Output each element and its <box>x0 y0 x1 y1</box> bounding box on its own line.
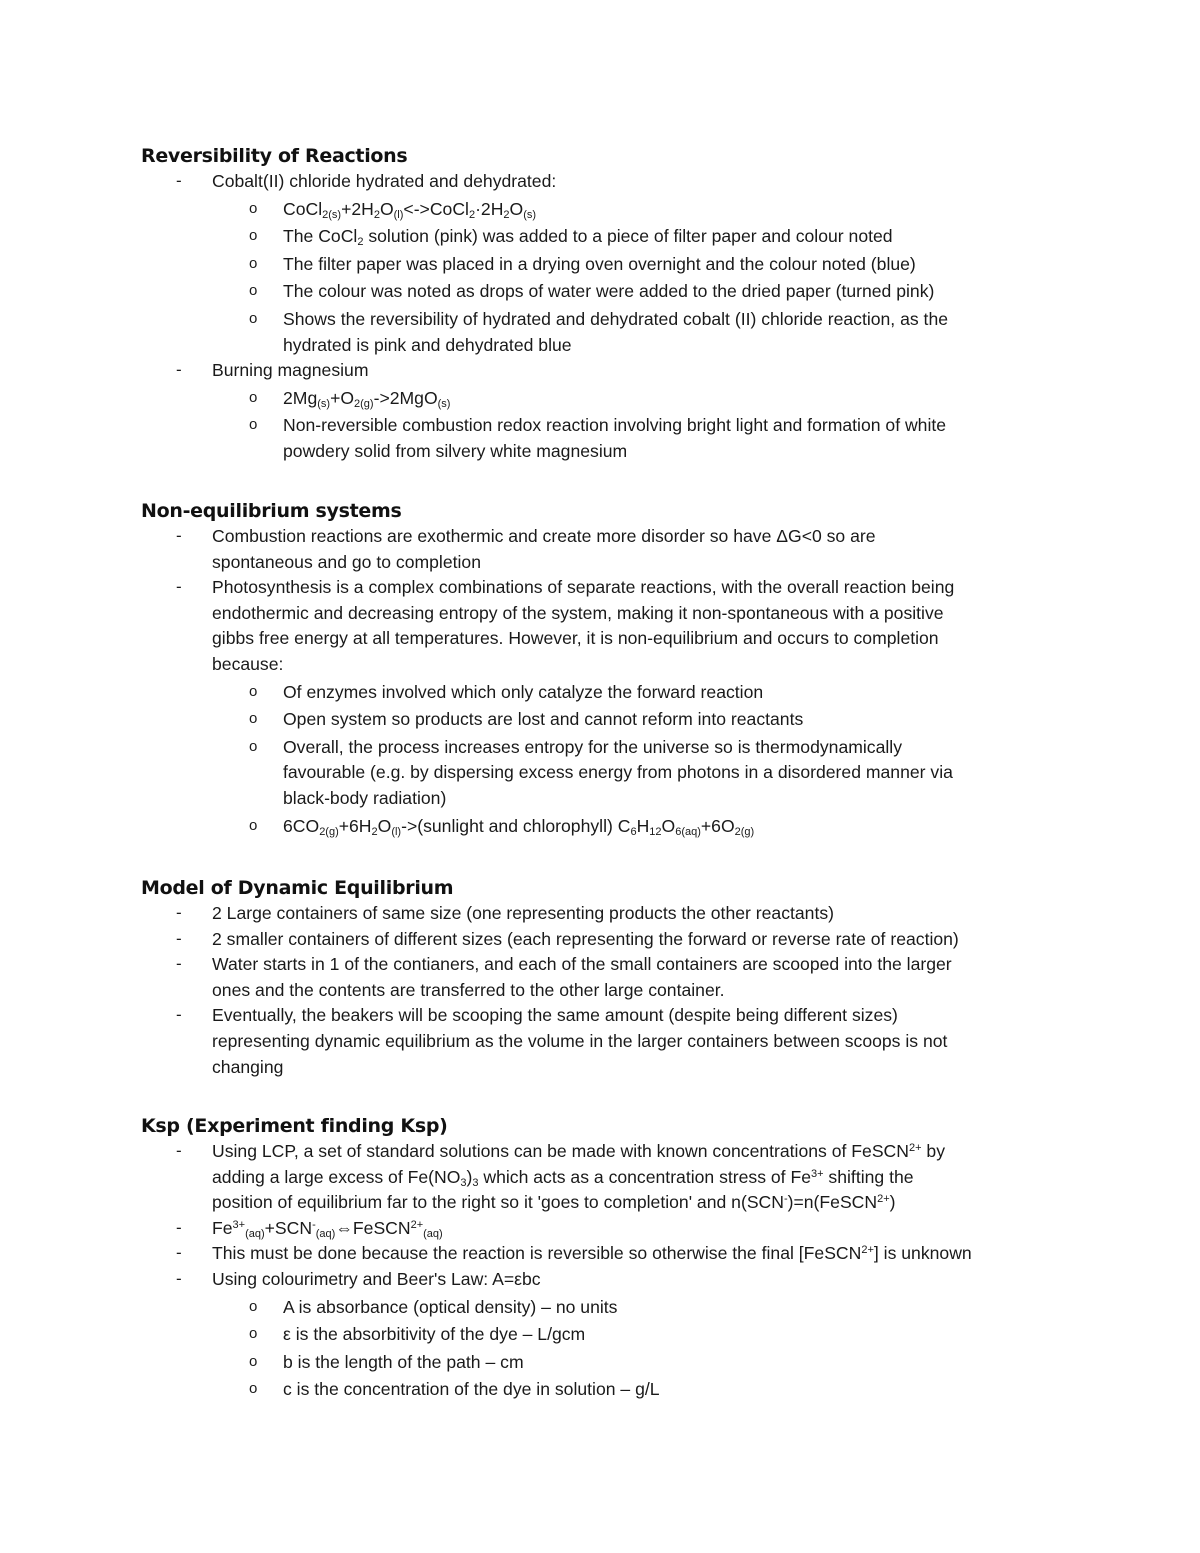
sub-list-item: Of enzymes involved which only catalyze the forward reaction <box>283 681 764 702</box>
section-heading: Model of Dynamic Equilibrium <box>141 877 454 899</box>
sub-list-item: Overall, the process increases entropy for the universe so is thermodynamically <box>283 736 902 757</box>
list-item: position of equilibrium far to the right so it 'goes to completion' and n(SCN-)=n(FeSCN$^{2+}$) <box>212 1192 896 1213</box>
list-item: Photosynthesis is a complex combinations of separate reactions, with the overall reaction being <box>212 577 955 598</box>
circle-bullet: o <box>249 1380 258 1398</box>
circle-bullet: o <box>249 227 258 245</box>
list-item: This must be done because the reaction is reversible so otherwise the final [FeSCN$^{2+}$] is unknown <box>212 1243 972 1264</box>
circle-bullet: o <box>249 737 258 755</box>
sub-list-item: c is the concentration of the dye in solution – g/L <box>283 1379 660 1400</box>
sub-list-item: powdery solid from silvery white magnesium <box>283 441 628 461</box>
dash-bullet: - <box>176 1243 182 1263</box>
list-item: gibbs free energy at all temperatures. However, it is non-equilibrium and occurs to completion <box>212 628 939 649</box>
list-item: because: <box>212 654 284 674</box>
dash-bullet: - <box>176 954 182 974</box>
list-item: adding a large excess of $Fe(NO_3)_3$ which acts as a concentration stress of $Fe^{3+}$ shifting the <box>212 1166 914 1189</box>
circle-bullet: o <box>249 710 258 728</box>
circle-bullet: o <box>249 282 258 300</box>
circle-bullet: o <box>249 310 258 327</box>
sub-list-item: black-body radiation) <box>283 788 447 808</box>
list-item: Cobalt(II) chloride hydrated and dehydrated: <box>212 171 557 191</box>
circle-bullet: o <box>249 1352 258 1370</box>
dash-bullet: - <box>176 928 182 948</box>
sub-list-item: A is absorbance (optical density) – no units <box>283 1296 618 1317</box>
sub-list-item: The colour was noted as drops of water were added to the dried paper (turned pink) <box>283 281 935 302</box>
sub-list-item: ε is the absorbitivity of the dye – L/gcm <box>283 1324 586 1345</box>
list-item: Water starts in 1 of the contianers, and each of the small containers are scooped into the larger <box>212 954 952 975</box>
sub-list-item: $CoCl_{2(s)}+2H_2O_{(l)}<->CoCl_2\cdot 2H_2O_{(s)}$ <box>283 198 537 221</box>
list-item: Burning magnesium <box>212 360 369 381</box>
sub-list-item: The filter paper was placed in a drying oven overnight and the colour noted (blue) <box>283 253 916 274</box>
list-item: changing <box>212 1056 284 1077</box>
dash-bullet: - <box>176 1005 182 1025</box>
circle-bullet: o <box>249 682 258 700</box>
list-item: ones and the contents are transferred to the other large container. <box>212 979 725 1000</box>
sub-list-item: $2Mg_{(s)}+O_{2(g)}->2MgO_{(s)}$ <box>283 387 451 410</box>
list-item: representing dynamic equilibrium as the volume in the larger containers between scoops is not <box>212 1031 948 1051</box>
list-item: Eventually, the beakers will be scooping the same amount (despite being different sizes) <box>212 1005 898 1026</box>
dash-bullet: - <box>176 577 182 597</box>
section-heading: Ksp (Experiment finding Ksp) <box>141 1115 448 1137</box>
dash-bullet: - <box>176 1141 182 1160</box>
circle-bullet: o <box>249 199 258 217</box>
sub-list-item: Non-reversible combustion redox reaction involving bright light and formation of white <box>283 415 947 436</box>
list-item: spontaneous and go to completion <box>212 551 481 572</box>
dash-bullet: - <box>176 1217 182 1237</box>
list-item: Using LCP, a set of standard solutions can be made with known concentrations of FeSCN$^{2+}$ by <box>212 1141 945 1161</box>
section-heading: Non-equilibrium systems <box>141 500 402 522</box>
circle-bullet: o <box>249 816 258 834</box>
list-item: endothermic and decreasing entropy of the system, making it non-spontaneous with a positive <box>212 602 944 623</box>
list-item: 2 smaller containers of different sizes (each representing the forward or reverse rate of reaction) <box>212 928 959 949</box>
circle-bullet: o <box>249 1325 258 1343</box>
sub-list-item: The CoCl$_2$ solution (pink) was added to a piece of filter paper and colour noted <box>283 226 893 249</box>
dash-bullet: - <box>176 526 182 545</box>
list-item: 2 Large containers of same size (one representing products the other reactants) <box>212 903 834 923</box>
circle-bullet: o <box>249 254 258 272</box>
section-heading: Reversibility of Reactions <box>141 145 408 167</box>
sub-list-item: hydrated is pink and dehydrated blue <box>283 334 572 355</box>
dash-bullet: - <box>176 360 182 380</box>
sub-list-item: favourable (e.g. by dispersing excess energy from photons in a disordered manner via <box>283 762 953 783</box>
sub-list-item: Shows the reversibility of hydrated and dehydrated cobalt (II) chloride reaction, as the <box>283 309 949 329</box>
sub-list-item: b is the length of the path – cm <box>283 1351 524 1372</box>
list-item: $Fe^{3+}_{(aq)}+SCN^-_{(aq)}\Leftrightarrow FeSCN^{2+}_{(aq)}$ <box>212 1217 443 1240</box>
dash-bullet: - <box>176 903 182 922</box>
circle-bullet: o <box>249 416 258 434</box>
dash-bullet: - <box>176 171 182 190</box>
sub-list-item: Open system so products are lost and cannot reform into reactants <box>283 709 804 730</box>
list-item: Using colourimetry and Beer's Law: A=εbc <box>212 1269 541 1289</box>
circle-bullet: o <box>249 388 258 406</box>
circle-bullet: o <box>249 1297 258 1315</box>
dash-bullet: - <box>176 1269 182 1288</box>
sub-list-item: $6CO_{2(g)}+6H_2O_{(l)}->(sunlight$ and chlorophyll) $C_6H_{12}O_{6(aq)}+6O_{2(g)}$ <box>283 815 755 838</box>
list-item: Combustion reactions are exothermic and create more disorder so have ΔG<0 so are <box>212 526 876 546</box>
